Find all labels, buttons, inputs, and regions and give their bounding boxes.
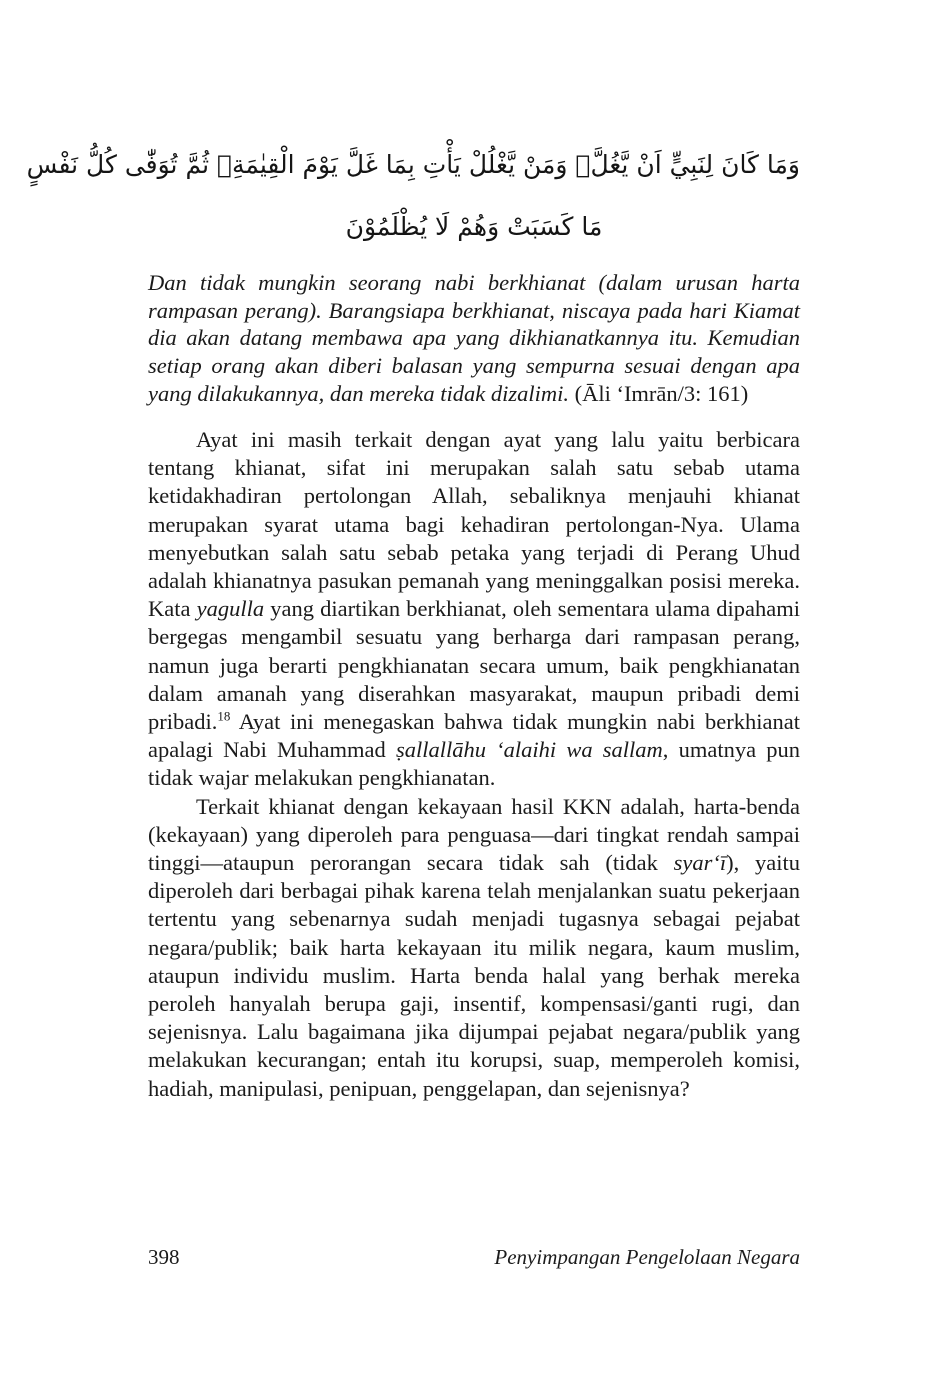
verse-reference: (Āli ‘Imrān/3: 161) [574,380,749,406]
verse-translation-text: Dan tidak mungkin seorang nabi berkhianat (dalam urusan harta rampasan perang). Barangsiapa berkhianat, niscaya pada hari Kiamat dia akan datang membawa apa yang dikhianatkannya itu. Kemudian setiap orang akan diberi balasan yang sempurna sesuai dengan apa yang dilakukannya, dan mereka tidak dizalimi. [148,270,800,406]
running-title: Penyimpangan Pengelolaan Negara [494,1245,800,1269]
paragraph-khianat-text-2: yang diartikan berkhianat, oleh sementara ulama dipahami bergegas mengambil sesuatu yang berharga dari rampasan perang, namun juga berarti pengkhianatan secara umum, baik pengkhianatan dalam amanah yang diserahkan masyarakat, maupun pribadi demi pribadi. [148,596,800,735]
paragraph-khianat-text-4: , umatnya pun tidak wajar melakukan pengkhianatan. [148,737,800,791]
term-syari: syar‘ī [673,850,727,876]
arabic-verse-line-1: وَمَا كَانَ لِنَبِيٍّ اَنْ يَّغُلَّۗ وَمَنْ يَّغْلُلْ يَأْتِ بِمَا غَلَّ يَوْمَ الْقِيٰمَةِۚ ثُمَّ تُوَفّٰى كُلُّ نَفْسٍ [26,150,800,179]
paragraph-khianat-text-3: Ayat ini menegaskan bahwa tidak mungkin nabi berkhianat apalagi Nabi Muhammad [148,709,800,763]
paragraph-khianat [148,426,800,793]
paragraph-kkn-text-2: ), yaitu diperoleh dari berbagai pihak karena telah menjalankan suatu pekerjaan tertentu yang sebenarnya sudah menjadi tugasnya sebagai pejabat negara/publik; baik harta kekayaan itu milik negara, kaum muslim, ataupun individu muslim. Harta benda halal yang berhak mereka peroleh hanyalah berupa gaji, insentif, kompensasi/ganti rugi, dan sejenisnya. Lalu bagaimana jika dijumpai pejabat negara/publik yang melakukan kecurangan; entah itu korupsi, suap, memperoleh komisi, hadiah, manipulasi, penipuan, penggelapan, dan sejenisnya? [148,850,800,1101]
verse-translation [148,269,800,408]
term-sallallahu-alaihi-wa-sallam: ṣallallāhu ‘alaihi wa sallam [395,737,663,763]
term-yagulla: yagulla [196,596,265,622]
page-footer [148,1245,800,1270]
paragraph-kkn [148,793,800,1103]
footnote-ref-18: 18 [217,708,231,724]
paragraph-khianat-text-1: Ayat ini masih terkait dengan ayat yang lalu yaitu berbicara tentang khianat, sifat ini merupakan salah satu sebab utama ketidakhadiran pertolongan Allah, sebaliknya menjauhi khianat merupakan syarat utama bagi kehadiran pertolongan-Nya. Ulama menyebutkan salah satu sebab petaka yang terjadi di Perang Uhud adalah khianatnya pasukan pemanah yang meninggalkan posisi mereka. Kata [148,427,800,622]
body-text [148,426,800,1103]
page-number: 398 [148,1245,180,1269]
arabic-verse-line-2: مَا كَسَبَتْ وَهُمْ لَا يُظْلَمُوْنَ [345,212,603,241]
paragraph-kkn-text-1: Terkait khianat dengan kekayaan hasil KKN adalah, harta-benda (kekayaan) yang diperoleh para penguasa—dari tingkat rendah sampai tinggi—ataupun perorangan secara tidak sah (tidak [148,793,800,876]
arabic-verse [26,128,800,252]
